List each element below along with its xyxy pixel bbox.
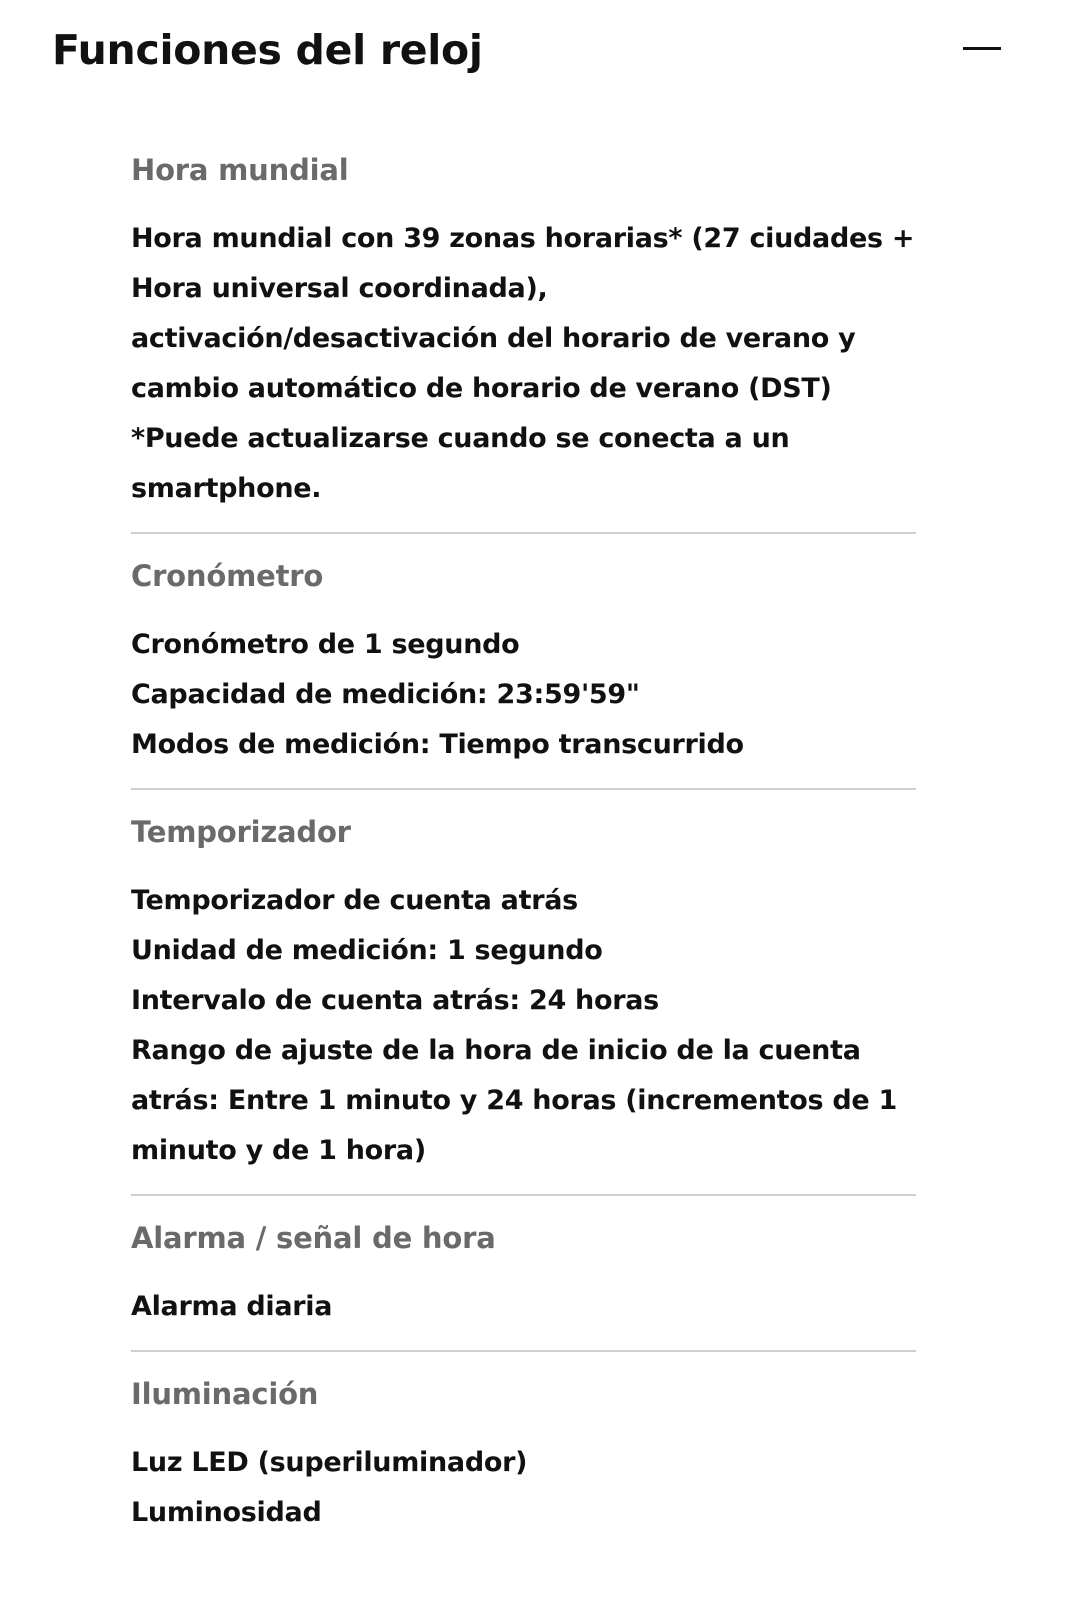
accordion-header[interactable] xyxy=(52,20,1042,80)
spec-line: Modos de medición: Tiempo transcurrido xyxy=(131,729,744,760)
section-iluminacion xyxy=(131,1366,916,1556)
section-title: Cronómetro xyxy=(131,559,324,593)
spec-line: Hora mundial con 39 zonas horarias* (27 ciudades + Hora universal coordinada), activación/desactivación del horario de verano y cambio automático de horario de verano (DST) *Puede actualizarse cuando se conecta a un smartphone. xyxy=(131,223,915,504)
spec-line: Temporizador de cuenta atrás xyxy=(131,885,578,916)
section-cronometro xyxy=(131,548,916,790)
spec-line: Capacidad de medición: 23:59'59" xyxy=(131,679,640,710)
section-temporizador xyxy=(131,804,916,1196)
section-body xyxy=(131,876,916,1176)
section-body xyxy=(131,620,916,770)
section-body xyxy=(131,214,916,514)
section-body xyxy=(131,1282,916,1332)
section-title: Iluminación xyxy=(131,1377,319,1411)
section-alarma xyxy=(131,1210,916,1352)
minus-icon xyxy=(963,47,1001,50)
section-title: Hora mundial xyxy=(131,153,349,187)
collapse-button[interactable] xyxy=(960,28,1004,72)
section-body xyxy=(131,1438,916,1538)
section-title: Alarma / señal de hora xyxy=(131,1221,496,1255)
section-title: Temporizador xyxy=(131,815,351,849)
spec-line: Intervalo de cuenta atrás: 24 horas xyxy=(131,985,659,1016)
spec-line: Rango de ajuste de la hora de inicio de la cuenta atrás: Entre 1 minuto y 24 horas (incrementos de 1 minuto y de 1 hora) xyxy=(131,1035,898,1166)
section-hora-mundial xyxy=(131,142,916,534)
spec-line: Alarma diaria xyxy=(131,1291,333,1322)
spec-line: Luminosidad xyxy=(131,1497,322,1528)
page-title: Funciones del reloj xyxy=(52,26,483,74)
spec-line: Cronómetro de 1 segundo xyxy=(131,629,520,660)
spec-line: Unidad de medición: 1 segundo xyxy=(131,935,603,966)
spec-sections xyxy=(131,142,916,1570)
spec-line: Luz LED (superiluminador) xyxy=(131,1447,528,1478)
